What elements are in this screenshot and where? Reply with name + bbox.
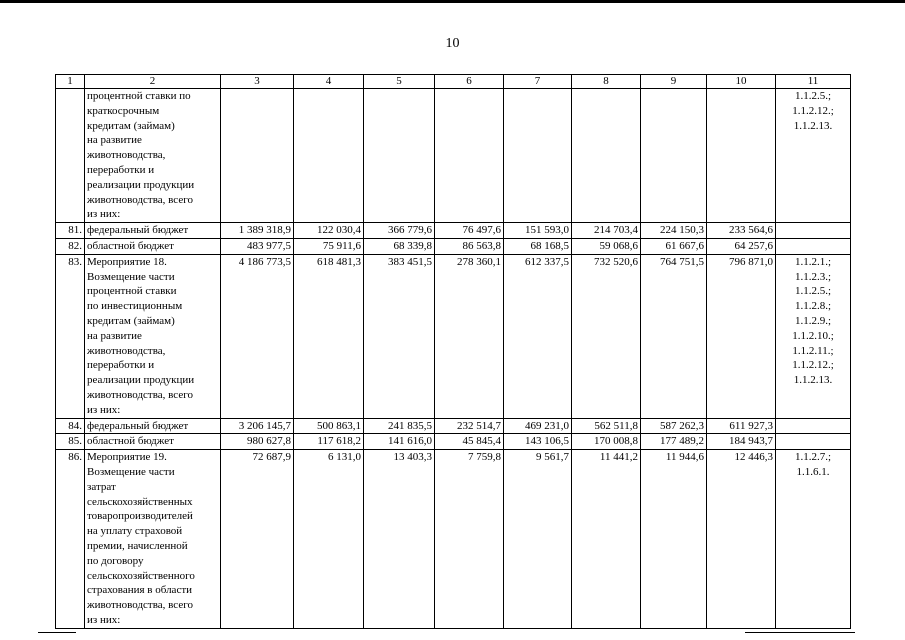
row-description <box>85 450 221 629</box>
indicator-code: 1.1.2.1.; <box>794 255 832 268</box>
column-header: 9 <box>641 75 707 89</box>
description-line: реализации продукции <box>87 374 195 387</box>
value-cell: 141 616,0 <box>364 434 435 450</box>
value-cell: 170 008,8 <box>572 434 641 450</box>
budget-table <box>55 74 851 629</box>
row-number: 85. <box>56 434 85 450</box>
row-number: 82. <box>56 238 85 254</box>
indicator-codes <box>776 238 851 254</box>
indicator-codes <box>776 434 851 450</box>
value-cell: 9 561,7 <box>504 450 572 629</box>
indicator-code: 1.1.2.9.; <box>794 314 832 327</box>
row-number: 81. <box>56 223 85 239</box>
column-header: 3 <box>221 75 294 89</box>
indicator-codes <box>776 89 851 223</box>
column-header: 5 <box>364 75 435 89</box>
value-cell: 122 030,4 <box>294 223 364 239</box>
description-line: федеральный бюджет <box>87 419 189 432</box>
value-cell: 117 618,2 <box>294 434 364 450</box>
value-cell: 562 511,8 <box>572 418 641 434</box>
value-cell: 143 106,5 <box>504 434 572 450</box>
description-line: затрат <box>87 480 116 493</box>
description-line: из них: <box>87 403 121 416</box>
value-cell: 612 337,5 <box>504 254 572 418</box>
description-line: федеральный бюджет <box>87 224 189 237</box>
indicator-code: 1.1.2.13. <box>793 119 833 132</box>
value-cell: 278 360,1 <box>435 254 504 418</box>
column-header: 8 <box>572 75 641 89</box>
value-cell: 732 520,6 <box>572 254 641 418</box>
table-row <box>56 254 851 418</box>
value-cell: 76 497,6 <box>435 223 504 239</box>
value-cell: 177 489,2 <box>641 434 707 450</box>
table-row <box>56 238 851 254</box>
description-line: по инвестиционным <box>87 300 183 313</box>
indicator-code: 1.1.2.10.; <box>792 329 834 342</box>
header-row <box>56 75 851 89</box>
value-cell: 587 262,3 <box>641 418 707 434</box>
description-line: Мероприятие 19. <box>87 451 167 464</box>
description-line: переработки и <box>87 359 155 372</box>
value-cell: 68 339,8 <box>364 238 435 254</box>
value-cell: 500 863,1 <box>294 418 364 434</box>
value-cell: 68 168,5 <box>504 238 572 254</box>
column-header: 4 <box>294 75 364 89</box>
column-header: 10 <box>707 75 776 89</box>
value-cell: 366 779,6 <box>364 223 435 239</box>
column-header: 2 <box>85 75 221 89</box>
value-cell <box>364 89 435 223</box>
page-number: 10 <box>445 36 460 51</box>
value-cell: 75 911,6 <box>294 238 364 254</box>
row-description <box>85 238 221 254</box>
value-cell: 12 446,3 <box>707 450 776 629</box>
value-cell: 232 514,7 <box>435 418 504 434</box>
value-cell: 45 845,4 <box>435 434 504 450</box>
bottom-edge-mark <box>745 632 855 633</box>
indicator-code: 1.1.2.5.; <box>794 90 832 102</box>
description-line: по договору <box>87 554 144 567</box>
scan-top-edge <box>0 0 905 3</box>
value-cell: 483 977,5 <box>221 238 294 254</box>
value-cell: 383 451,5 <box>364 254 435 418</box>
value-cell <box>504 89 572 223</box>
value-cell: 61 667,6 <box>641 238 707 254</box>
value-cell: 11 441,2 <box>572 450 641 629</box>
description-line: краткосрочным <box>87 104 160 117</box>
indicator-codes <box>776 254 851 418</box>
value-cell: 13 403,3 <box>364 450 435 629</box>
value-cell: 184 943,7 <box>707 434 776 450</box>
value-cell: 64 257,6 <box>707 238 776 254</box>
value-cell: 233 564,6 <box>707 223 776 239</box>
description-line: Мероприятие 18. <box>87 255 167 268</box>
value-cell: 59 068,6 <box>572 238 641 254</box>
description-line: областной бюджет <box>87 239 174 252</box>
description-line: кредитам (займам) <box>87 119 175 132</box>
description-line: процентной ставки <box>87 285 177 298</box>
description-line: на развитие <box>87 134 142 147</box>
description-line: на развитие <box>87 329 142 342</box>
value-cell: 618 481,3 <box>294 254 364 418</box>
row-number: 86. <box>56 450 85 629</box>
description-line: животноводства, <box>87 149 166 162</box>
indicator-code: 1.1.2.3.; <box>794 270 832 283</box>
indicator-code: 1.1.2.5.; <box>794 285 832 298</box>
description-line: из них: <box>87 613 121 626</box>
indicator-codes <box>776 223 851 239</box>
description-line: процентной ставки по <box>87 90 191 102</box>
description-line: кредитам (займам) <box>87 314 175 327</box>
column-header: 6 <box>435 75 504 89</box>
description-line: животноводства, <box>87 344 166 357</box>
description-line: областной бюджет <box>87 435 174 448</box>
table-row <box>56 89 851 223</box>
value-cell: 980 627,8 <box>221 434 294 450</box>
column-header: 11 <box>776 75 851 89</box>
value-cell: 224 150,3 <box>641 223 707 239</box>
description-line: страхования в области <box>87 584 193 597</box>
value-cell: 611 927,3 <box>707 418 776 434</box>
indicator-code: 1.1.6.1. <box>796 465 830 478</box>
description-line: из них: <box>87 208 121 221</box>
indicator-code: 1.1.2.12.; <box>792 359 834 372</box>
indicator-codes <box>776 418 851 434</box>
value-cell: 72 687,9 <box>221 450 294 629</box>
value-cell: 11 944,6 <box>641 450 707 629</box>
row-description <box>85 223 221 239</box>
description-line: животноводства, всего <box>87 193 193 206</box>
value-cell <box>707 89 776 223</box>
indicator-code: 1.1.2.11.; <box>792 344 834 357</box>
indicator-code: 1.1.2.12.; <box>792 104 834 117</box>
row-number: 83. <box>56 254 85 418</box>
description-line: реализации продукции <box>87 178 195 191</box>
row-description <box>85 89 221 223</box>
value-cell: 1 389 318,9 <box>221 223 294 239</box>
bottom-edge-mark <box>38 632 76 633</box>
description-line: переработки и <box>87 163 155 176</box>
row-number: 84. <box>56 418 85 434</box>
description-line: животноводства, всего <box>87 599 193 612</box>
row-number <box>56 89 85 223</box>
row-description <box>85 418 221 434</box>
value-cell: 241 835,5 <box>364 418 435 434</box>
value-cell <box>435 89 504 223</box>
value-cell: 469 231,0 <box>504 418 572 434</box>
indicator-code: 1.1.2.7.; <box>794 451 832 464</box>
value-cell: 796 871,0 <box>707 254 776 418</box>
indicator-code: 1.1.2.8.; <box>794 300 832 313</box>
indicator-codes <box>776 450 851 629</box>
table-row <box>56 223 851 239</box>
description-line: на уплату страховой <box>87 525 183 538</box>
table-row <box>56 450 851 629</box>
description-line: сельскохозяйственного <box>87 569 195 582</box>
value-cell <box>572 89 641 223</box>
value-cell: 6 131,0 <box>294 450 364 629</box>
description-line: животноводства, всего <box>87 388 193 401</box>
value-cell: 151 593,0 <box>504 223 572 239</box>
value-cell: 86 563,8 <box>435 238 504 254</box>
value-cell <box>641 89 707 223</box>
row-description <box>85 254 221 418</box>
description-line: Возмещение части <box>87 270 175 283</box>
value-cell: 4 186 773,5 <box>221 254 294 418</box>
value-cell: 3 206 145,7 <box>221 418 294 434</box>
indicator-code: 1.1.2.13. <box>793 374 833 387</box>
table-row <box>56 418 851 434</box>
description-line: сельскохозяйственных <box>87 495 193 508</box>
column-header: 7 <box>504 75 572 89</box>
description-line: Возмещение части <box>87 465 175 478</box>
value-cell: 7 759,8 <box>435 450 504 629</box>
value-cell <box>294 89 364 223</box>
description-line: премии, начисленной <box>87 539 188 552</box>
description-line: товаропроизводителей <box>87 510 193 523</box>
value-cell: 764 751,5 <box>641 254 707 418</box>
value-cell <box>221 89 294 223</box>
column-header: 1 <box>56 75 85 89</box>
value-cell: 214 703,4 <box>572 223 641 239</box>
row-description <box>85 434 221 450</box>
table-row <box>56 434 851 450</box>
